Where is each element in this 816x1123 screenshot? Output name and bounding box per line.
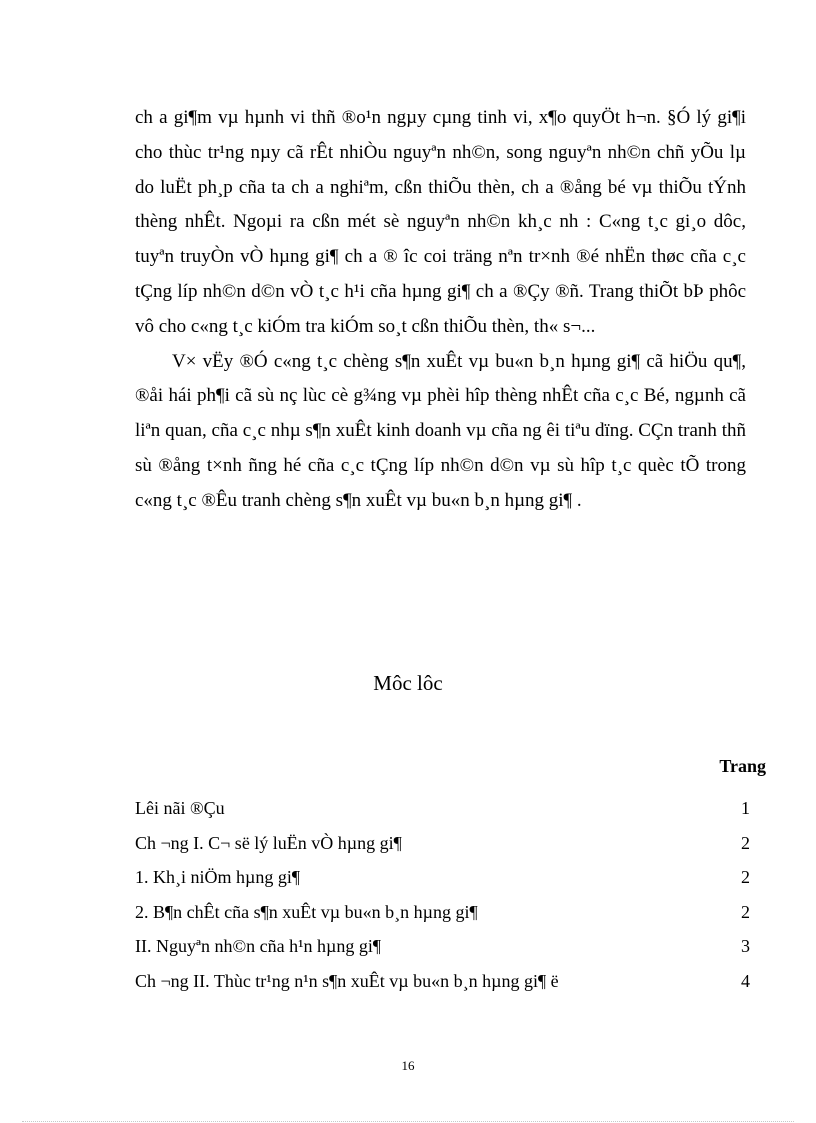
page-bottom-divider [22, 1121, 794, 1122]
page-number: 16 [401, 1058, 415, 1073]
toc-entry [135, 895, 750, 930]
toc-entry-page: 2 [741, 832, 750, 853]
toc-entry-label: Lêi nãi ®Çu [135, 798, 225, 818]
toc-entry-page: 2 [741, 901, 750, 922]
toc-title: Môc lôc [373, 671, 443, 695]
toc-entry [135, 826, 750, 861]
toc-entry-page: 3 [741, 936, 750, 957]
toc-list [135, 791, 750, 999]
toc-entry-label: Ch ¬ng II. Thùc tr¹ng n¹n s¶n xuÊt vµ bu«n b¸n hµng gi¶ ë [135, 970, 559, 991]
toc-entry [135, 929, 750, 964]
paragraph-2: V× vËy ®Ó c«ng t¸c chèng s¶n xuÊt vµ bu«n b¸n hµng gi¶ cã hiÖu qu¶, ®åi hái ph¶i cã sù nç lùc cè g¾ng vµ phèi hîp thèng nhÊt cña c¸c Bé, ngµnh cã liªn quan, cña c¸c nhµ s¶n xuÊt kinh doanh vµ cña ng êi tiªu dïng. CÇn tranh thñ sù ®ång t×nh ñng hé cña c¸c tÇng líp nh©n d©n vµ sù hîp t¸c quèc tÕ trong c«ng t¸c ®Êu tranh chèng s¶n xuÊt vµ bu«n b¸n hµng gi¶ . [135, 350, 746, 511]
toc-entry-page: 2 [741, 867, 750, 888]
toc-entry [135, 791, 750, 826]
toc-entry-label: 2. B¶n chÊt cña s¶n xuÊt vµ bu«n b¸n hµng gi¶ [135, 901, 478, 922]
toc-entry [135, 964, 750, 999]
toc-entry [135, 860, 750, 895]
toc-entry-page: 4 [741, 970, 750, 991]
toc-entry-label: II. Nguyªn nh©n cña h¹n hµng gi¶ [135, 936, 382, 957]
paragraph-1: ch a gi¶m vµ hµnh vi thñ ®o¹n ngµy cµng tinh vi, x¶o quyÖt h¬n. §Ó lý gi¶i cho thùc tr¹ng nµy cã rÊt nhiÒu nguyªn nh©n, song nguyªn nh©n chñ yÕu lµ do luËt ph¸p cña ta ch a nghiªm, cßn thiÕu thèn, ch a ®ång bé vµ thiÕu tÝnh thèng nhÊt. Ngoµi ra cßn mét sè nguyªn nh©n kh¸c nh : C«ng t¸c gi¸o dôc, tuyªn truyÒn vÒ hµng gi¶ ch a ® îc coi träng nªn tr×nh ®é nhËn thøc cña c¸c tÇng líp nh©n d©n vÒ t¸c h¹i cña hµng gi¶ ch a ®Çy ®ñ. Trang thiÕt bÞ phôc vô cho c«ng t¸c kiÓm tra kiÓm so¸t cßn thiÕu thèn, th« s¬... [135, 107, 746, 337]
body-text [135, 101, 746, 519]
toc-page-header: Trang [719, 756, 766, 776]
toc-entry-label: Ch ¬ng I. C¬ së lý luËn vÒ hµng gi¶ [135, 832, 402, 853]
toc-entry-label: 1. Kh¸i niÖm hµng gi¶ [135, 867, 301, 888]
toc-entry-page: 1 [741, 798, 750, 818]
